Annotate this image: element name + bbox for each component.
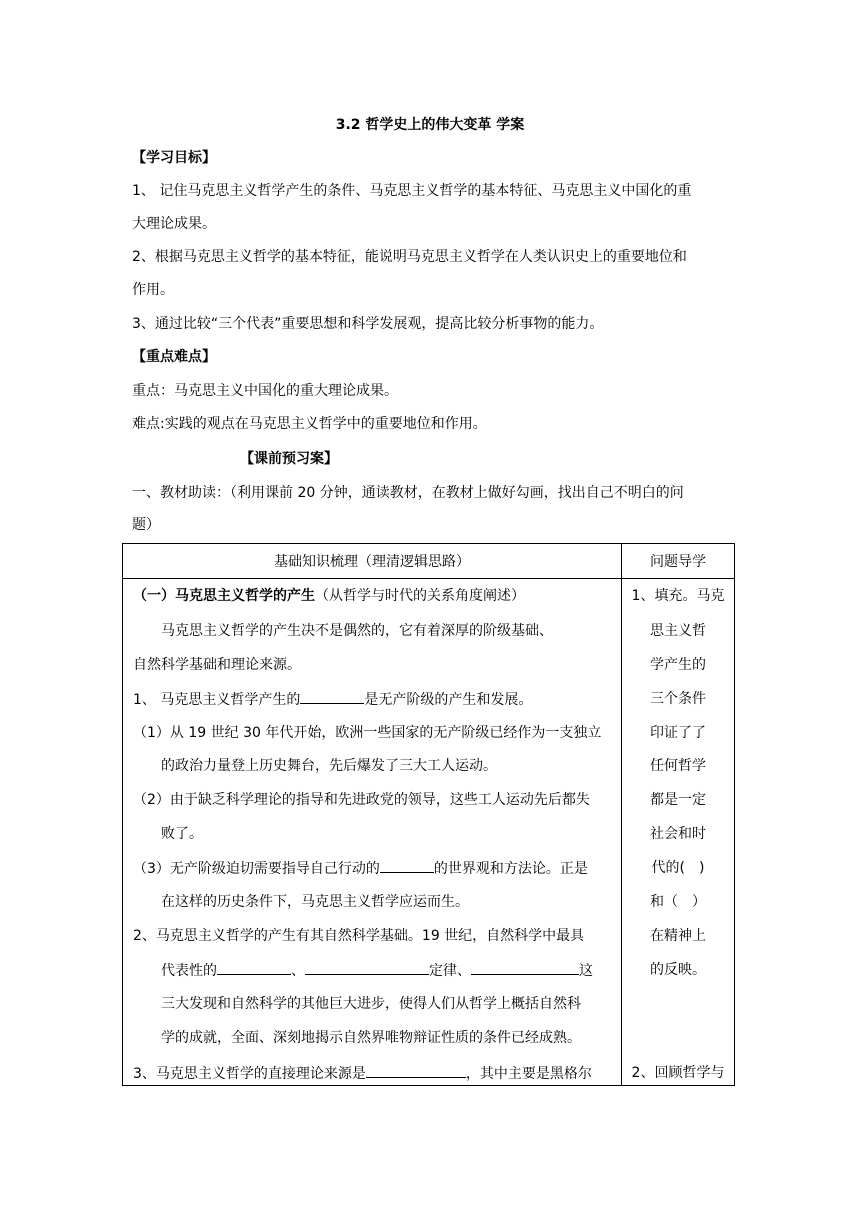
question-2-line-1: 2、马克思主义哲学的产生有其自然科学基础。19 世纪，自然科学中最具: [133, 928, 585, 944]
preview-heading: 【课前预习案】: [240, 451, 338, 467]
question-2-text-end: 这: [579, 963, 593, 979]
question-2-text-mid: 定律、: [429, 963, 471, 979]
guide-line: 社会和时: [650, 826, 706, 842]
paragraph-1-line-2: 自然科学基础和理论来源。: [133, 657, 301, 673]
preview-intro-line-1: 一、教材助读：（利用课前 20 分钟，通读教材，在教材上做好勾画，找出自己不明白的问: [132, 485, 684, 501]
subitem-2-line-1: （2）由于缺乏科学理论的指导和先进政党的领导，这些工人运动先后都失: [133, 792, 590, 808]
subitem-3-text-end: 的世界观和方法论。正是: [433, 861, 588, 877]
guide-line: 三个条件: [650, 691, 706, 707]
guide-line: 和（ ）: [650, 894, 706, 910]
section-1-heading: [133, 586, 525, 606]
section-1-note: （从哲学与时代的关系角度阐述）: [315, 588, 525, 604]
guide-line: 学产生的: [650, 657, 706, 673]
guide-line: 印证了了: [650, 725, 706, 741]
blank-5[interactable]: [471, 960, 579, 975]
guide-line: 的反映。: [650, 962, 706, 978]
question-1: [133, 689, 532, 710]
guide-line: 任何哲学: [650, 758, 706, 774]
keypoint-focus: 重点：马克思主义中国化的重大理论成果。: [132, 383, 398, 399]
question-2-line-2: [161, 960, 593, 981]
guide-line-2: 2、回顾哲学与: [631, 1065, 725, 1081]
guide-line: 思主义哲: [650, 623, 706, 639]
guide-line: 1、填充。马克: [631, 588, 725, 604]
objective-2-line-2: 作用。: [132, 282, 174, 298]
blank-1[interactable]: [300, 689, 364, 704]
keypoints-heading: 【重点难点】: [132, 349, 216, 365]
paragraph-1-line-1: 马克思主义哲学的产生决不是偶然的，它有着深厚的阶级基础、: [161, 623, 553, 639]
objective-3: 3、通过比较“三个代表”重要思想和科学发展观，提高比较分析事物的能力。: [132, 316, 604, 332]
blank-2[interactable]: [380, 858, 434, 873]
question-2-line-4: 学的成就，全面、深刻地揭示自然界唯物辩证性质的条件已经成熟。: [161, 1030, 581, 1046]
subitem-3-line-2: 在这样的历史条件下，马克思主义哲学应运而生。: [161, 894, 469, 910]
subitem-1-line-1: （1）从 19 世纪 30 年代开始，欧洲一些国家的无产阶级已经作为一支独立: [133, 725, 602, 741]
question-3-text: 3、马克思主义哲学的直接理论来源是: [133, 1066, 366, 1082]
subitem-3-line-1: [133, 858, 588, 879]
subitem-1-line-2: 的政治力量登上历史舞台，先后爆发了三大工人运动。: [161, 758, 497, 774]
question-3-text-end: ，其中主要是黑格尔: [465, 1066, 592, 1082]
preview-intro-line-2: 题）: [132, 517, 160, 533]
table-header-left: 基础知识梳理（理清逻辑思路）: [123, 544, 622, 579]
section-1-title: （一）马克思主义哲学的产生: [133, 588, 315, 604]
question-2-text: 代表性的: [161, 963, 217, 979]
question-1-text: 1、 马克思主义哲学产生的: [133, 692, 301, 708]
guide-line: 在精神上: [650, 928, 706, 944]
blank-3[interactable]: [217, 960, 291, 975]
objective-1-line-1: 1、 记住马克思主义哲学产生的条件、马克思主义哲学的基本特征、马克思主义中国化的重: [132, 183, 692, 199]
objective-1-line-2: 大理论成果。: [132, 216, 216, 232]
blank-4[interactable]: [305, 960, 429, 975]
objectives-heading: 【学习目标】: [132, 150, 216, 166]
knowledge-cell: [123, 579, 622, 1086]
question-1-text-end: 是无产阶级的产生和发展。: [364, 692, 533, 708]
subitem-2-line-2: 败了。: [161, 826, 203, 842]
question-2-line-3: 三大发现和自然科学的其他巨大进步，使得人们从哲学上概括自然科: [161, 996, 581, 1012]
table-header-right: 问题导学: [622, 544, 735, 579]
guide-cell: [622, 579, 735, 1086]
keypoint-difficulty: 难点:实践的观点在马克思主义哲学中的重要地位和作用。: [132, 416, 487, 432]
blank-6[interactable]: [366, 1063, 466, 1078]
study-table: [122, 543, 735, 1086]
objective-2-line-1: 2、根据马克思主义哲学的基本特征，能说明马克思主义哲学在人类认识史上的重要地位和: [132, 249, 687, 265]
guide-line: 代的( ): [651, 860, 705, 876]
subitem-3-text: （3）无产阶级迫切需要指导自己行动的: [133, 861, 380, 877]
page-title: 3.2 哲学史上的伟大变革 学案: [335, 117, 525, 133]
guide-line: 都是一定: [650, 792, 706, 808]
question-3: [133, 1063, 592, 1084]
question-2-sep: 、: [291, 963, 305, 979]
